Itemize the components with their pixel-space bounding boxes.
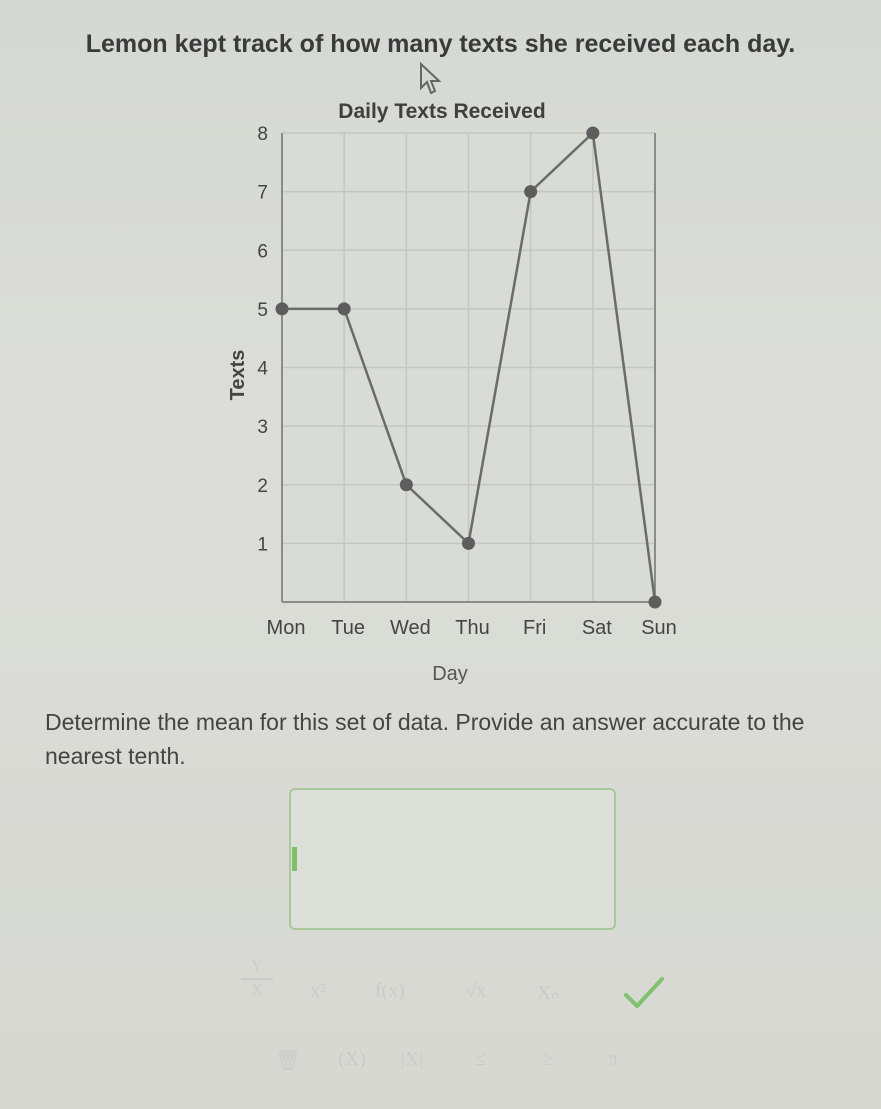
- y-tick-label: 5: [257, 299, 268, 321]
- data-point: [524, 185, 537, 198]
- function-button[interactable]: f(x): [375, 980, 405, 1002]
- y-axis-label: Texts: [227, 349, 249, 401]
- x-tick-label: Tue: [331, 617, 366, 639]
- data-point: [649, 596, 662, 609]
- y-tick-label: 1: [257, 534, 268, 556]
- less-equal-button[interactable]: ≤: [475, 1048, 487, 1070]
- fraction-denominator: X: [251, 982, 263, 999]
- x-tick-label: Wed: [389, 617, 431, 639]
- check-icon[interactable]: [622, 975, 666, 1011]
- y-tick-label: 6: [257, 241, 268, 263]
- x-tick-label: Sun: [641, 617, 677, 639]
- y-tick-label: 8: [257, 124, 268, 145]
- text-caret: [292, 847, 297, 871]
- absolute-value-button[interactable]: |X|: [400, 1048, 424, 1070]
- data-point: [276, 302, 289, 315]
- sqrt-button[interactable]: √x: [465, 980, 487, 1002]
- question-title: Lemon kept track of how many texts she received each day.: [85, 30, 796, 58]
- y-tick-label: 2: [257, 475, 268, 497]
- x-axis-label: Day: [432, 663, 468, 685]
- fraction-numerator: Y: [251, 958, 263, 975]
- chart-title: Daily Texts Received: [338, 100, 546, 123]
- fraction-bar: [241, 978, 273, 980]
- x-tick-label: Fri: [523, 617, 547, 639]
- answer-input[interactable]: [291, 790, 614, 928]
- exponent-button[interactable]: x²: [310, 980, 326, 1002]
- x-tick-label: Sat: [581, 617, 612, 639]
- x-tick-label: Thu: [455, 617, 490, 639]
- subscript-button[interactable]: Xₙ: [536, 982, 560, 1004]
- y-tick-label: 7: [257, 182, 268, 204]
- data-point: [462, 537, 475, 550]
- data-point: [586, 127, 599, 140]
- data-point: [400, 478, 413, 491]
- parentheses-button[interactable]: (X): [338, 1048, 366, 1070]
- trash-button[interactable]: 🗑: [275, 1050, 301, 1072]
- x-tick-label: Mon: [266, 617, 306, 639]
- answer-box[interactable]: [289, 788, 616, 930]
- y-tick-label: 4: [257, 358, 268, 380]
- fraction-button[interactable]: [241, 958, 273, 1000]
- y-tick-label: 3: [257, 417, 268, 439]
- greater-equal-button[interactable]: ≥: [542, 1048, 554, 1070]
- pi-button[interactable]: π: [607, 1048, 619, 1070]
- question-prompt: Determine the mean for this set of data. Provide an answer accurate to the nearest tenth.: [45, 709, 805, 769]
- data-point: [338, 302, 351, 315]
